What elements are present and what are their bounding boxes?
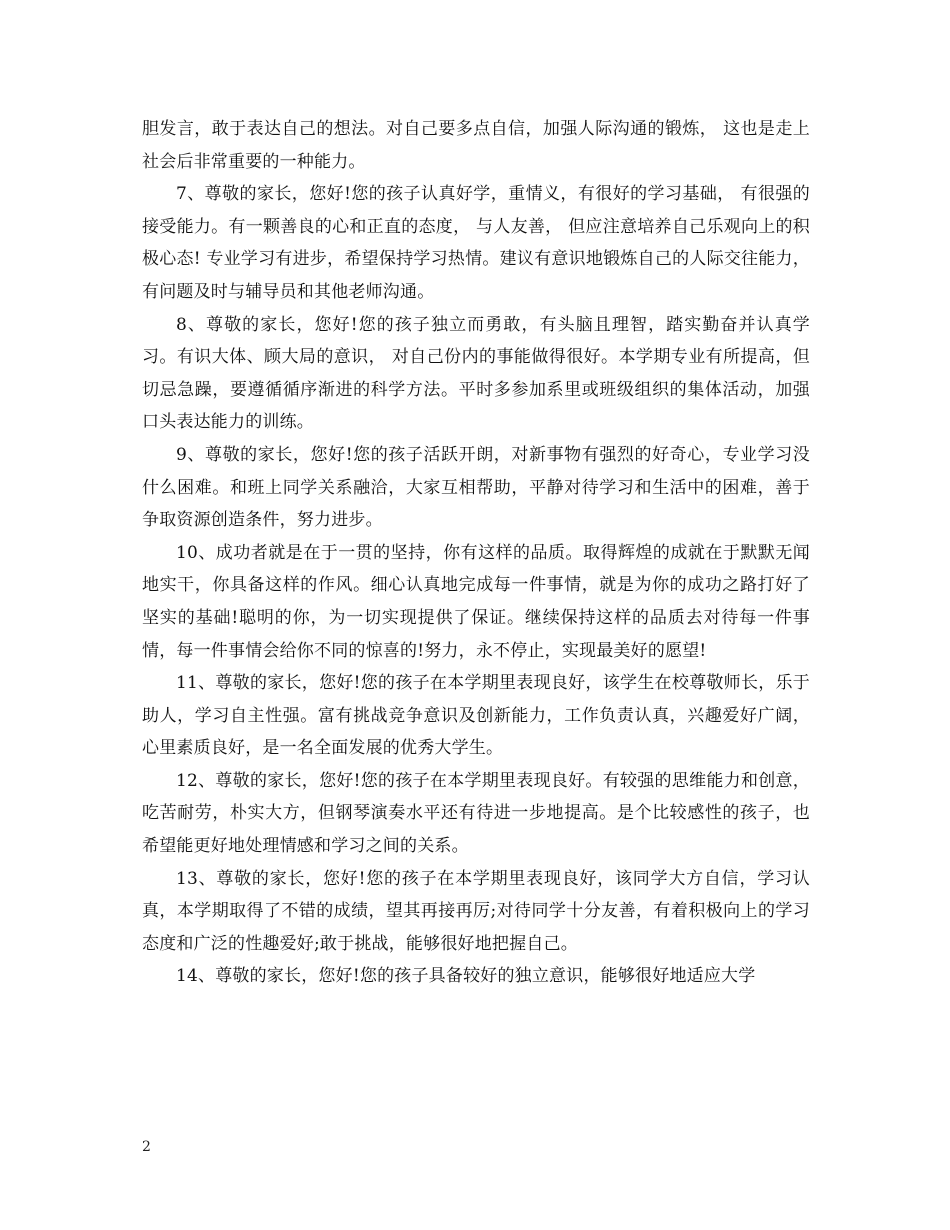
paragraph-comment-11: 11、尊敬的家长，您好!您的孩子在本学期里表现良好，该学生在校尊敬师长，乐于助人，学习自主性强。富有挑战竞争意识及创新能力，工作负责认真，兴趣爱好广阔，心里素质良好，是一名全面发展的优秀大学生。	[142, 673, 810, 759]
paragraph-comment-12: 12、尊敬的家长，您好!您的孩子在本学期里表现良好。有较强的思维能力和创意，吃苦耐劳，朴实大方，但钢琴演奏水平还有待进一步地提高。是个比较感性的孩子，也希望能更好地处理情感和学习之间的关系。	[142, 770, 810, 857]
paragraph-comment-7: 7、尊敬的家长，您好!您的孩子认真好学，重情义，有很好的学习基础， 有很强的接受能力。有一颗善良的心和正直的态度， 与人友善， 但应注意培养自己乐观向上的积极心态! 专业学习有进步，希望保持学习热情。建议有意识地锻炼自己的人际交往能力， 有问题及时与辅导员和其他老师沟通。	[142, 184, 810, 302]
paragraph-comment-13: 13、尊敬的家长，您好!您的孩子在本学期里表现良好，该同学大方自信，学习认真，本学期取得了不错的成绩，望其再接再厉;对待同学十分友善，有着积极向上的学习态度和广泛的性趣爱好;敢于挑战，能够很好地把握自己。	[142, 868, 810, 954]
paragraph-comment-14: 14、尊敬的家长，您好!您的孩子具备较好的独立意识，能够很好地适应大学	[176, 966, 756, 987]
paragraph-comment-10: 10、成功者就是在于一贯的坚持，你有这样的品质。取得辉煌的成就在于默默无闻地实干，你具备这样的作风。细心认真地完成每一件事情，就是为你的成功之路打好了坚实的基础!聪明的你，为一切实现提供了保证。继续保持这样的品质去对待每一件事情，每一件事情会给你不同的惊喜的!努力，永不停止，实现最美好的愿望!	[142, 542, 810, 661]
page-number: 2	[142, 1139, 151, 1155]
paragraph-comment-9: 9、尊敬的家长，您好!您的孩子活跃开朗，对新事物有强烈的好奇心，专业学习没什么困难。和班上同学关系融洽，大家互相帮助，平静对待学习和生活中的困难，善于争取资源创造条件，努力进步。	[142, 444, 810, 531]
paragraph-continuation: 胆发言，敢于表达自己的想法。对自己要多点自信，加强人际沟通的锻炼， 这也是走上社会后非常重要的一种能力。	[142, 119, 810, 172]
document-body	[142, 113, 810, 993]
paragraph-comment-8: 8、尊敬的家长，您好!您的孩子独立而勇敢，有头脑且理智，踏实勤奋并认真学习。有识大体、顾大局的意识， 对自己份内的事能做得很好。本学期专业有所提高，但切忌急躁，要遵循循序渐进的科学方法。平时多参加系里或班级组织的集体活动，加强口头表达能力的训练。	[142, 314, 810, 433]
